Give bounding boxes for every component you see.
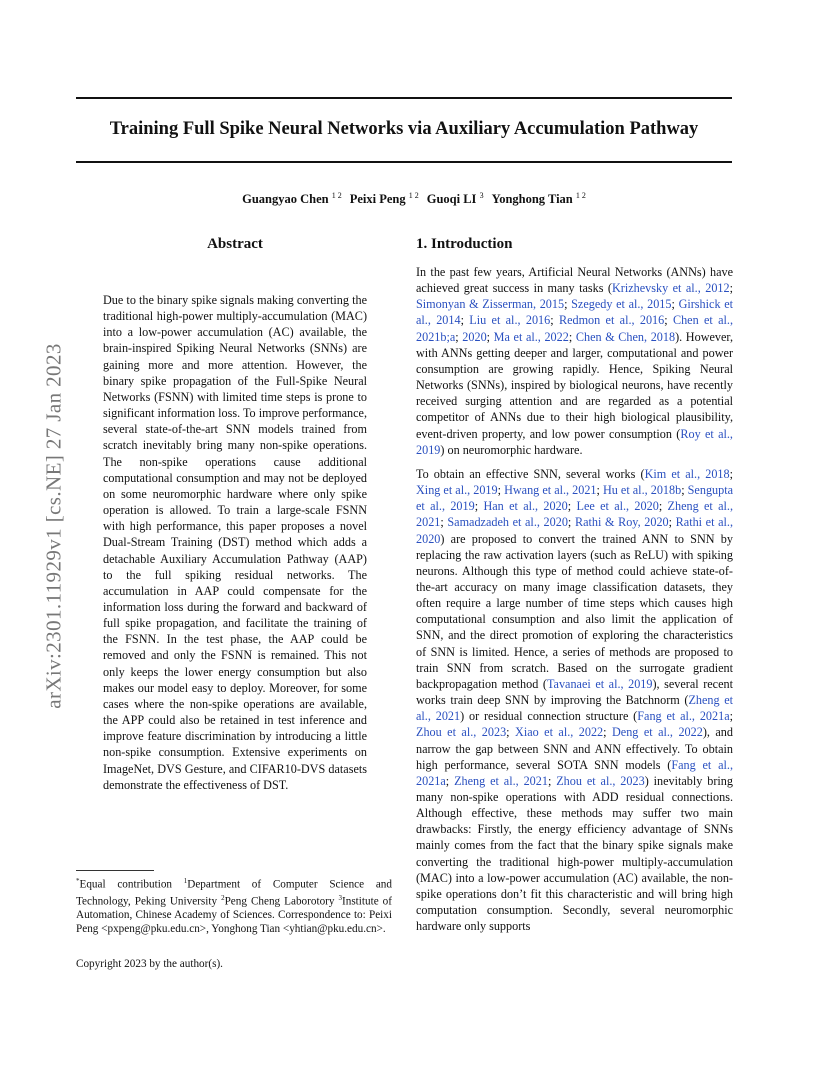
introduction-body [416, 264, 733, 934]
paragraph-text: ; [567, 515, 575, 530]
footnote-rule [76, 870, 154, 871]
paragraph-text: ; [658, 499, 668, 514]
equal-contribution-note: Equal contribution [79, 878, 184, 891]
citation-link[interactable]: Chen & Chen, 2018 [575, 329, 676, 344]
citation-link[interactable]: Zhou et al., 2023 [556, 773, 645, 788]
citation-link[interactable]: Deng et al., 2022 [611, 725, 703, 740]
author [492, 192, 586, 206]
paragraph-text: ) inevitably bring many non-spike operations with ADD residual connections. Although effective, these methods may suffer two main drawbacks: Firstly, the energy efficiency advantage of SNNs mainly comes from the fact that the binary spike signals make converting the traditional high-power multiply-accumulation (MAC) into a low-power accumulation (AC) available, the non-spike operations don’t fit this characteristic and will bring high computation consumption. Secondly, several neuromorphic hardware only supports [416, 773, 733, 934]
paragraph-text: In the past few years, Artificial Neural Networks (ANNs) have achieved great success in many tasks ( [416, 265, 733, 296]
citation-link[interactable]: Samadzadeh et al., 2020 [447, 515, 568, 530]
citation-link[interactable]: Kim et al., 2018 [644, 466, 730, 481]
citation-link[interactable]: Sengupta et al., 2019 [416, 483, 734, 514]
citation-link[interactable]: Zheng et al., 2021 [416, 693, 733, 724]
affiliation-footnote [76, 875, 392, 936]
author [350, 192, 419, 206]
paragraph-text: ; [568, 329, 576, 344]
author-list [0, 191, 828, 207]
affiliation-1: Department of Computer Science and Technology, Peking University [76, 878, 392, 908]
citation-link[interactable]: Zheng et al., 2021 [416, 499, 734, 530]
paragraph-text: ; [445, 773, 455, 788]
introduction-paragraph [416, 466, 733, 935]
author-name: Guoqi LI [426, 192, 477, 207]
paragraph-text: ) on neuromorphic hardware. [440, 442, 583, 457]
citation-link[interactable]: Xing et al., 2019 [416, 483, 498, 498]
citation-link[interactable]: Krizhevsky et al., 2012 [611, 281, 730, 296]
citation-link[interactable]: Han et al., 2020 [483, 499, 568, 514]
citation-link[interactable]: Rathi et al., 2020 [416, 515, 733, 546]
paragraph-text: ; [596, 483, 603, 498]
paragraph-text: ; [486, 329, 494, 344]
affiliation-1-mark: 1 [183, 877, 188, 885]
citation-link[interactable]: Simonyan & Zisserman, 2015 [416, 297, 565, 312]
title-top-rule [76, 97, 732, 99]
paragraph-text: ; [460, 313, 470, 328]
abstract-heading: Abstract [207, 236, 263, 252]
paragraph-text: ; [681, 483, 688, 498]
paragraph-text: ; [440, 515, 448, 530]
author-name: Peixi Peng [349, 192, 406, 207]
author-name: Yonghong Tian [491, 192, 573, 207]
arxiv-identifier: arXiv:2301.11929v1 [cs.NE] 27 Jan 2023 [41, 343, 66, 709]
paragraph-text: ), and narrow the gap between SNN and ANN effectively. To obtain high performance, several SOTA SNN models ( [416, 725, 733, 772]
paragraph-text: ; [668, 515, 676, 530]
affiliation-3-and-correspondence: Institute of Automation, Chinese Academy of Sciences. Correspondence to: Peixi Peng <pxpeng@pku.edu.cn>, Yonghong Tian <yhtian@pku.edu.cn>. [76, 895, 392, 935]
paragraph-text: ; [455, 329, 463, 344]
citation-link[interactable]: Fang et al., 2021a [637, 709, 730, 724]
citation-link[interactable]: 2020 [462, 329, 487, 344]
equal-contribution-mark: * [76, 877, 80, 885]
paragraph-text: ), several recent works train deep SNN by improving the Batchnorm ( [416, 676, 733, 708]
author-name: Guangyao Chen [242, 192, 329, 207]
author-affiliation-mark: 3 [479, 191, 484, 200]
author [242, 192, 342, 206]
citation-link[interactable]: Hwang et al., 2021 [504, 483, 597, 498]
citation-link[interactable]: Szegedy et al., 2015 [571, 297, 672, 312]
paragraph-text: ; [603, 725, 612, 740]
introduction-paragraph [416, 264, 733, 458]
citation-link[interactable]: Zhou et al., 2023 [416, 725, 507, 740]
citation-link[interactable]: Xiao et al., 2022 [515, 725, 604, 740]
title-bottom-rule [76, 161, 732, 163]
citation-link[interactable]: Ma et al., 2022 [493, 329, 569, 344]
paper-title: Training Full Spike Neural Networks via Auxiliary Accumulation Pathway [109, 119, 699, 139]
copyright-notice: Copyright 2023 by the author(s). [76, 958, 223, 970]
author-affiliation-mark: 1 2 [575, 191, 586, 200]
paragraph-text: ; [506, 725, 516, 740]
citation-link[interactable]: Zheng et al., 2021 [454, 773, 548, 788]
author-affiliation-mark: 1 2 [331, 191, 342, 200]
paragraph-text: ; [550, 313, 559, 328]
abstract-text: Due to the binary spike signals making converting the traditional high-power multiply-accumulation (MAC) into a low-power accumulation (AC) available, the brain-inspired Spiking Neural Networks (SNNs) are gaining more and more attention. However, the binary spike propagation of the Full-Spike Neural Networks (FSNN) with limited time steps is prone to significant information loss. To improve performance, several state-of-the-art SNN models trained from scratch inevitably bring many non-spike operations. The non-spike operations cause additional computational consumption and may not be deployed on some neuromorphic hardware where only spike operation is allowed. To train a large-scale FSNN with high performance, this paper proposes a novel Dual-Stream Training (DST) method which adds a detachable Auxiliary Accumulation Pathway (AAP) to the full spiking residual networks. The accumulation in AAP could compensate for the information loss during the forward and backward of full spike propagation, and facilitate the training of the FSNN. In the test phase, the AAP could be removed and only the FSNN is remained. This not only keeps the lower energy consumption but also makes our model easy to deploy. Moreover, for some cases where the non-spike operations are available, the APP could also be retained in test inference and improve feature discrimination by introducing a little non-spike consumption. Extensive experiments on ImageNet, DVS Gesture, and CIFAR10-DVS datasets demonstrate the effectiveness of DST. [103, 293, 367, 792]
citation-link[interactable]: Redmon et al., 2016 [558, 313, 665, 328]
paragraph-text: ; [664, 313, 673, 328]
paragraph-text: ; [547, 773, 557, 788]
affiliation-2: Peng Cheng Laborotory [224, 895, 339, 908]
paragraph-text: ; [474, 499, 484, 514]
citation-link[interactable]: Tavanaei et al., 2019 [546, 676, 653, 691]
paragraph-text: To obtain an effective SNN, several works ( [416, 466, 645, 481]
paragraph-text: ; [567, 499, 577, 514]
author-affiliation-mark: 1 2 [408, 191, 419, 200]
affiliation-3-mark: 3 [338, 894, 342, 903]
paragraph-text: ). However, with ANNs getting deeper and larger, computational and power consumption are growing rapidly. Hence, Spiking Neural Networks (SNNs), inspired by biological neurons, have recently received surging attention and are regarded as a potential competitor of ANNs due to their high biological plausibility, event-driven property, and low power consumption ( [416, 329, 734, 441]
paragraph-text: ; [564, 297, 572, 312]
citation-link[interactable]: Roy et al., 2019 [416, 426, 733, 457]
introduction-heading: 1. Introduction [416, 236, 513, 252]
paragraph-text: ) are proposed to convert the trained ANN to SNN by replacing the raw activation layers (such as ReLU) with spiking neurons. Although this type of method could achieve state-of-the-art accuracy on many image classification datasets, they often require a large number of time steps which causes high computational consumption and also limit the application of SNN, and the direct promotion of exploring the characteristics of SNN is limited. Hence, a series of methods are proposed to train SNN from scratch. Based on the surrogate gradient backpropagation method ( [416, 531, 733, 691]
citation-link[interactable]: Hu et al., 2018b [602, 483, 682, 498]
paragraph-text: ; [729, 466, 733, 481]
citation-link[interactable]: Chen et al., 2021b;a [416, 313, 733, 344]
citation-link[interactable]: Fang et al., 2021a [416, 757, 733, 788]
paragraph-text: ; [497, 483, 505, 498]
citation-link[interactable]: Liu et al., 2016 [469, 313, 551, 328]
paragraph-text: ; [729, 709, 733, 724]
affiliation-2-mark: 2 [221, 894, 225, 903]
paragraph-text: ; [729, 281, 734, 296]
citation-link[interactable]: Rathi & Roy, 2020 [574, 515, 669, 530]
author [427, 192, 484, 206]
paragraph-text: ; [671, 297, 679, 312]
abstract-body [103, 292, 367, 793]
paragraph-text: ) or residual connection structure ( [460, 709, 638, 724]
citation-link[interactable]: Girshick et al., 2014 [416, 297, 733, 328]
citation-link[interactable]: Lee et al., 2020 [576, 499, 659, 514]
